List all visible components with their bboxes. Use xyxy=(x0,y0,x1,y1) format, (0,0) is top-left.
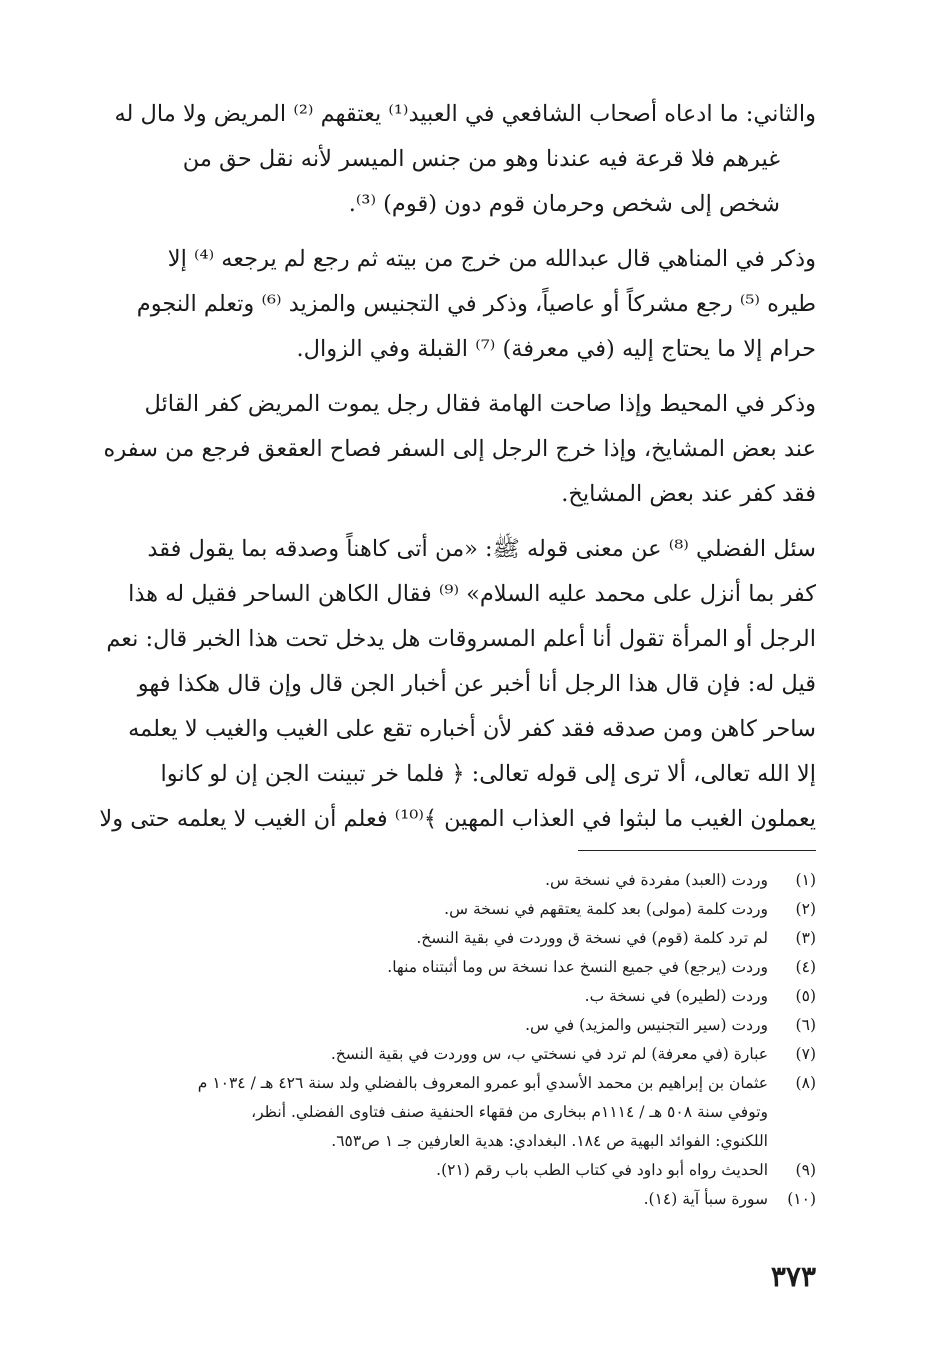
footnote-line: الحديث رواه أبو داود في كتاب الطب باب رقم (٢١). xyxy=(436,1161,768,1179)
footnote-text xyxy=(120,953,768,982)
footnote-line: وردت كلمة (مولى) بعد كلمة يعتقهم في نسخة س. xyxy=(444,900,768,918)
text-line: فقد كفر عند بعض المشايخ. xyxy=(561,481,816,507)
footnote-text xyxy=(120,1156,768,1185)
footnote-line: وتوفي سنة ٥٠٨ هـ / ١١١٤م ببخارى من فقهاء الحنفية صنف فتاوى الفضلي. أنظر، xyxy=(251,1103,768,1121)
footnote-item xyxy=(120,1069,816,1156)
text-line: يعملون الغيب ما لبثوا في العذاب المهين ﴾⁽¹⁰⁾ فعلم أن الغيب لا يعلمه حتى ولا xyxy=(99,806,816,832)
page-number: ٣٧٣ xyxy=(770,1260,816,1293)
paragraph-4 xyxy=(99,527,816,842)
footnote-number: (٩) xyxy=(795,1161,816,1179)
text-line: حرام إلا ما يحتاج إليه (في معرفة) ⁽⁷⁾ القبلة وفي الزوال. xyxy=(296,336,816,362)
main-text xyxy=(99,92,816,842)
text-line: قيل له: فإن قال هذا الرجل أنا أخبر عن أخبار الجن قال وإن قال هكذا فهو xyxy=(137,671,816,697)
footnote-item xyxy=(120,1185,816,1214)
footnote-number: (١) xyxy=(795,871,816,889)
footnote-line: عبارة (في معرفة) لم ترد في نسختي ب، س ووردت في بقية النسخ. xyxy=(330,1045,768,1063)
footnote-number: (٣) xyxy=(795,929,816,947)
footnote-line: عثمان بن إبراهيم بن محمد الأسدي أبو عمرو المعروف بالفضلي ولد سنة ٤٢٦ هـ / ١٠٣٤ م xyxy=(197,1074,768,1092)
text-line: وذكر في المحيط وإذا صاحت الهامة فقال رجل يموت المريض كفر القائل xyxy=(144,391,816,417)
text-line: شخص إلى شخص وحرمان قوم دون (قوم) ⁽³⁾. xyxy=(348,191,780,217)
footnote-item xyxy=(120,924,816,953)
footnote-text xyxy=(120,1040,768,1069)
footnote-item xyxy=(120,895,816,924)
footnote-text xyxy=(120,866,768,895)
text-line: سئل الفضلي ⁽⁸⁾ عن معنى قوله ﷺ: «من أتى كاهناً وصدقه بما يقول فقد xyxy=(147,536,816,562)
footnote-text xyxy=(120,1069,768,1156)
footnote-item xyxy=(120,1156,816,1185)
text-line: والثاني: ما ادعاه أصحاب الشافعي في العبيد⁽¹⁾ يعتقهم ⁽²⁾ المريض ولا مال له xyxy=(114,101,816,127)
text-line: إلا الله تعالى، ألا ترى إلى قوله تعالى: ﴿ فلما خر تبينت الجن إن لو كانوا xyxy=(160,761,816,787)
text-line: طيره ⁽⁵⁾ رجع مشركاً أو عاصياً، وذكر في التجنيس والمزيد ⁽⁶⁾ وتعلم النجوم xyxy=(136,291,816,317)
footnote-item xyxy=(120,866,816,895)
footnote-line: اللكنوي: الفوائد البهية ص ١٨٤. البغدادي: هدية العارفين جـ ١ ص٦٥٣. xyxy=(331,1132,768,1150)
footnote-text xyxy=(120,895,768,924)
footnote-item xyxy=(120,953,816,982)
paragraph-1 xyxy=(114,92,816,227)
paragraph-3 xyxy=(103,382,816,517)
text-line: وذكر في المناهي قال عبدالله من خرج من بيته ثم رجع لم يرجعه ⁽⁴⁾ إلا xyxy=(167,246,816,272)
footnote-number: (٦) xyxy=(795,1016,816,1034)
footnote-number: (٤) xyxy=(795,958,816,976)
footnote-number: (٨) xyxy=(795,1074,816,1092)
footnote-text xyxy=(120,1011,768,1040)
footnote-number: (١٠) xyxy=(787,1190,816,1208)
footnote-text xyxy=(120,924,768,953)
footnote-number: (٢) xyxy=(795,900,816,918)
footnotes xyxy=(120,866,816,1214)
footnote-line: وردت (يرجع) في جميع النسخ عدا نسخة س وما أثبتناه منها. xyxy=(387,958,768,976)
text-line: غيرهم فلا قرعة فيه عندنا وهو من جنس الميسر لأنه نقل حق من xyxy=(182,146,780,172)
footnote-line: وردت (سير التجنيس والمزيد) في س. xyxy=(525,1016,768,1034)
footnote-number: (٧) xyxy=(795,1045,816,1063)
text-line: كفر بما أنزل على محمد عليه السلام» ⁽⁹⁾ فقال الكاهن الساحر فقيل له هذا xyxy=(128,581,816,607)
footnote-line: وردت (لطيره) في نسخة ب. xyxy=(584,987,768,1005)
footnote-number: (٥) xyxy=(795,987,816,1005)
footnote-separator xyxy=(578,850,816,851)
footnote-text xyxy=(120,1185,768,1214)
footnote-item xyxy=(120,1011,816,1040)
text-line: الرجل أو المرأة تقول أنا أعلم المسروقات هل يدخل تحت هذا الخبر قال: نعم xyxy=(106,626,816,652)
footnote-line: سورة سبأ آية (١٤). xyxy=(643,1190,768,1208)
footnote-text xyxy=(120,982,768,1011)
text-line: عند بعض المشايخ، وإذا خرج الرجل إلى السفر فصاح العقعق فرجع من سفره xyxy=(103,436,816,462)
footnote-line: لم ترد كلمة (قوم) في نسخة ق ووردت في بقية النسخ. xyxy=(416,929,768,947)
paragraph-2 xyxy=(120,237,816,372)
footnote-line: وردت (العبد) مفردة في نسخة س. xyxy=(545,871,768,889)
footnote-item xyxy=(120,1040,816,1069)
footnote-item xyxy=(120,982,816,1011)
text-line: ساحر كاهن ومن صدقه فقد كفر لأن أخباره تقع على الغيب والغيب لا يعلمه xyxy=(128,716,816,742)
